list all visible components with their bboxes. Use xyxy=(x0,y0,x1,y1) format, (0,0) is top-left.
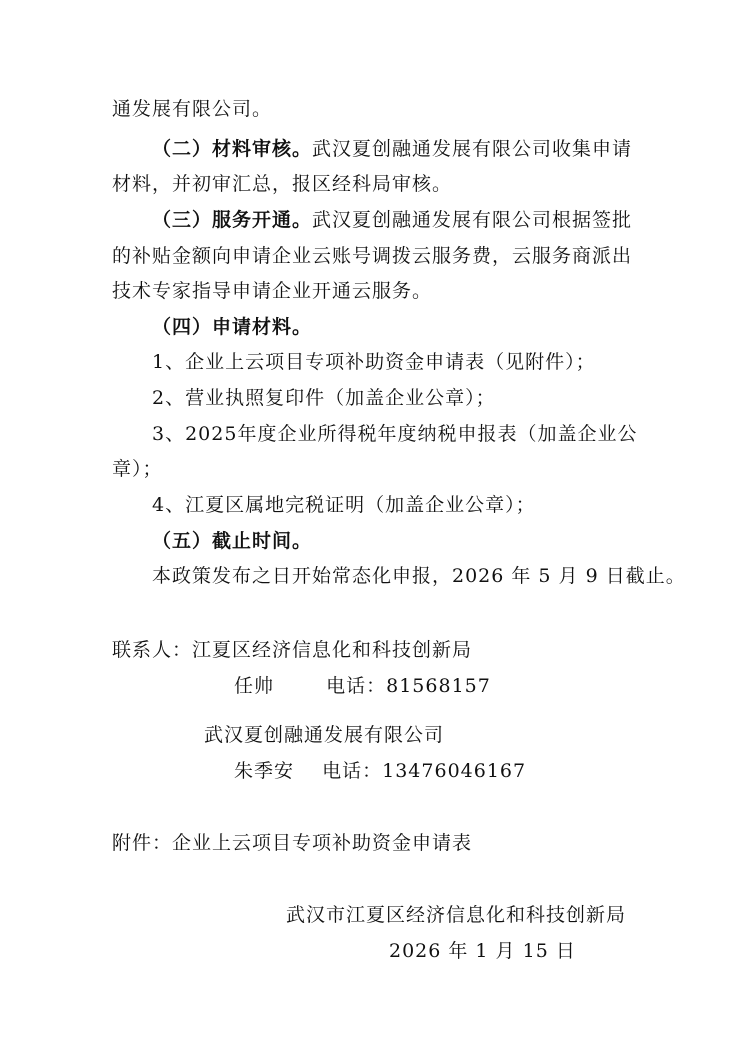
text-line: 通发展有限公司。 xyxy=(112,98,273,120)
list-item: 2、营业执照复印件（加盖企业公章）； xyxy=(152,387,496,409)
list-item: 4、江夏区属地完税证明（加盖企业公章）； xyxy=(152,494,536,516)
issue-date: 2026 年 1 月 15 日 xyxy=(389,940,576,962)
text-line: 的补贴金额向申请企业云账号调拨云服务费，云服务商派出 xyxy=(112,245,633,267)
paragraph-text: 武汉夏创融通发展有限公司根据签批 xyxy=(312,209,633,231)
phone-label: 电话： xyxy=(322,760,383,782)
section-3-paragraph xyxy=(152,207,632,233)
list-item: 3、2025年度企业所得税年度纳税申报表（加盖企业公 xyxy=(152,423,638,445)
section-heading: （二）材料审核。 xyxy=(152,138,313,160)
text-line: 技术专家指导申请企业开通云服务。 xyxy=(112,280,433,302)
paragraph-text: 武汉夏创融通发展有限公司收集申请 xyxy=(312,138,633,160)
contact-org: 武汉夏创融通发展有限公司 xyxy=(204,724,445,746)
contact-line xyxy=(234,673,491,699)
contact-person: 朱季安 xyxy=(234,760,295,782)
contact-line xyxy=(112,637,472,663)
contact-org: 江夏区经济信息化和科技创新局 xyxy=(192,639,473,661)
phone-number: 81568157 xyxy=(386,675,491,697)
text-line: 章）； xyxy=(112,458,163,480)
attachment-title: 企业上云项目专项补助资金申请表 xyxy=(172,832,473,854)
attachment-line xyxy=(112,830,472,856)
attachment-label: 附件： xyxy=(112,832,173,854)
section-heading: （五）截止时间。 xyxy=(152,530,313,552)
section-heading: （四）申请材料。 xyxy=(152,316,313,338)
list-item: 1、企业上云项目专项补助资金申请表（见附件）； xyxy=(152,351,596,373)
text-line: 材料，并初审汇总，报区经科局审核。 xyxy=(112,173,453,195)
contact-person: 任帅 xyxy=(234,675,275,697)
contact-line xyxy=(234,758,526,784)
paragraph-text: 本政策发布之日开始常态化申报，2026 年 5 月 9 日截止。 xyxy=(152,565,686,587)
section-2-paragraph xyxy=(152,136,632,162)
section-heading: （三）服务开通。 xyxy=(152,209,313,231)
contact-label: 联系人： xyxy=(112,639,193,661)
phone-number: 13476046167 xyxy=(382,760,527,782)
phone-label: 电话： xyxy=(326,675,387,697)
issuer-signature: 武汉市江夏区经济信息化和科技创新局 xyxy=(286,904,627,926)
